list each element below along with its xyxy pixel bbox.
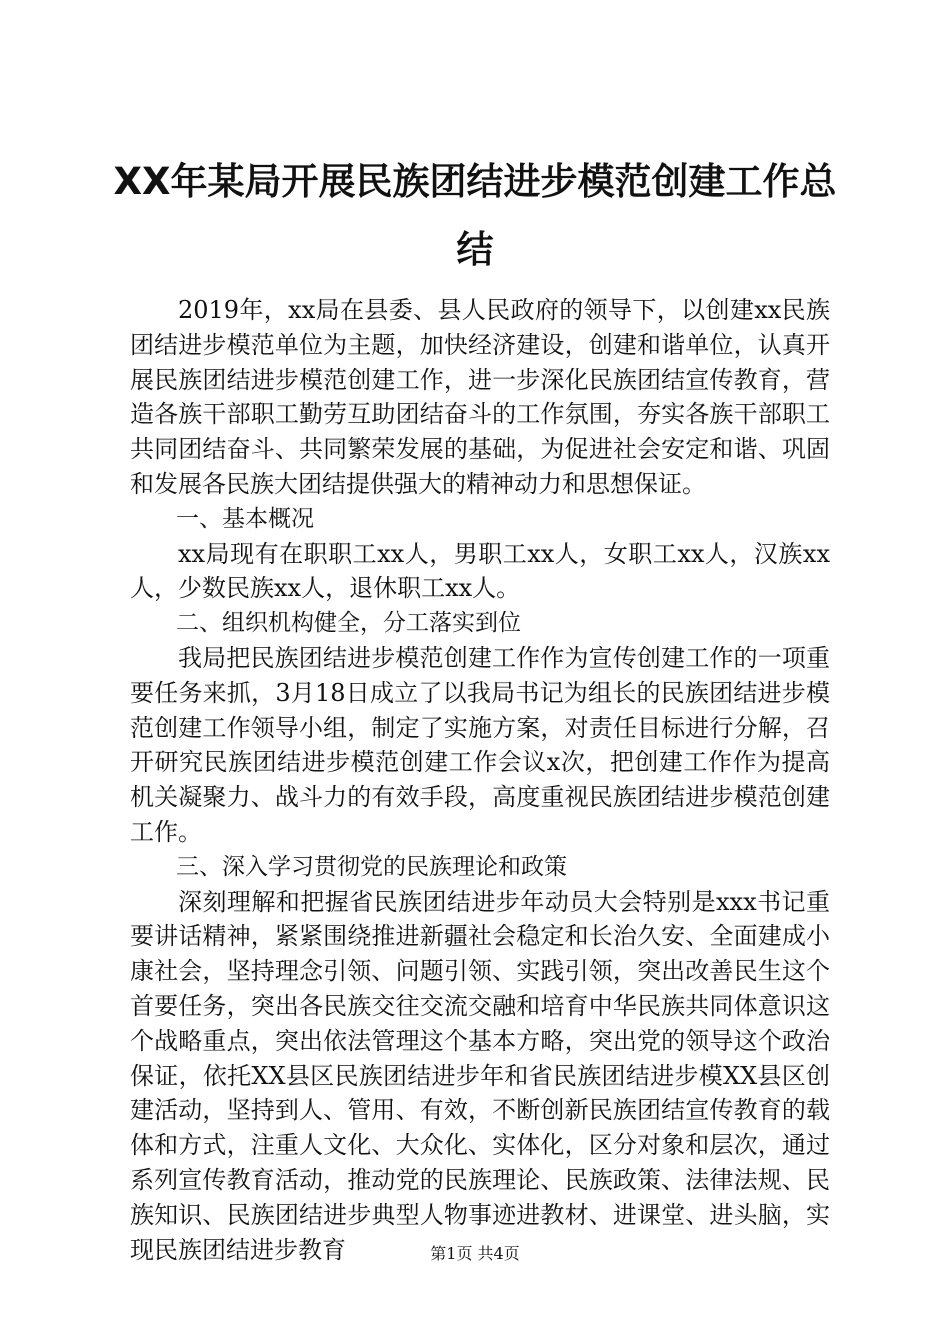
document-title: XX年某局开展民族团结进步模范创建工作总结 (113, 160, 837, 271)
organization-paragraph: 我局把民族团结进步模范创建工作作为宣传创建工作的一项重要任务来抓，3月18日成立了以我局书记为组长的民族团结进步模范创建工作领导小组，制定了实施方案，对责任目标进行分解，召开研究民族团结进步模范创建工作会议x次，把创建工作作为提高机关凝聚力、战斗力的有效手段，高度重视民族团结进步模范创建工作。 (130, 643, 830, 846)
overview-paragraph: xx局现有在职职工xx人，男职工xx人，女职工xx人，汉族xx人，少数民族xx人，退休职工xx人。 (130, 539, 830, 603)
page-number-footer: 第1页 共4页 (430, 1244, 520, 1263)
policy-paragraph: 深刻理解和把握省民族团结进步年动员大会特别是xxx书记重要讲话精神，紧紧围绕推进新疆社会稳定和长治久安、全面建成小康社会，坚持理念引领、问题引领、实践引领，突出改善民生这个首要任务，突出各民族交往交流交融和培育中华民族共同体意识这个战略重点，突出依法管理这个基本方略，突出党的领导这个政治保证，依托XX县区民族团结进步年和省民族团结进步模XX县区创建活动，坚持到人、管用、有效，不断创新民族团结宣传教育的载体和方式，注重人文化、大众化、实体化，区分对象和层次，通过系列宣传教育活动，推动党的民族理论、民族政策、法律法规、民族知识、民族团结进步典型人物事迹进教材、进课堂、进头脑，实现民族团结进步教育 (130, 887, 830, 1264)
section-heading-policy: 三、深入学习贯彻党的民族理论和政策 (176, 853, 567, 880)
section-heading-overview: 一、基本概况 (176, 505, 314, 532)
document-body (130, 293, 830, 1267)
intro-paragraph: 2019年，xx局在县委、县人民政府的领导下，以创建xx民族团结进步模范单位为主题，加快经济建设，创建和谐单位，认真开展民族团结进步模范创建工作，进一步深化民族团结宣传教育，营造各族干部职工勤劳互助团结奋斗的工作氛围，夯实各族干部职工共同团结奋斗、共同繁荣发展的基础，为促进社会安定和谐、巩固和发展各民族大团结提供强大的精神动力和思想保证。 (130, 296, 830, 498)
section-heading-organization: 二、组织机构健全，分工落实到位 (176, 610, 521, 637)
